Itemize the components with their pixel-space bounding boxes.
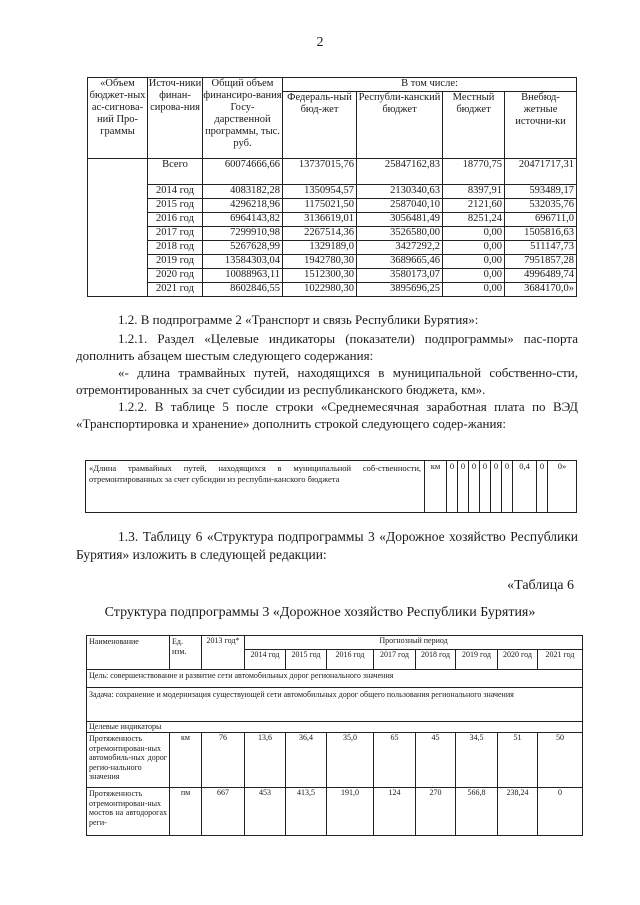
indicator-name: Протяженность отремонтирован-ных мостов на автодорогах реги- <box>87 788 170 836</box>
row-federal: 13737015,76 <box>283 159 357 185</box>
row-republican: 3526580,00 <box>357 227 443 241</box>
row-extrabudget: 696711,0 <box>505 213 577 227</box>
structure-table <box>86 635 583 836</box>
row-local: 8397,91 <box>443 185 505 199</box>
header-year: 2016 год <box>327 650 374 670</box>
indicator-unit: км <box>170 733 202 788</box>
tram-value: 0 <box>480 461 491 513</box>
indicator-value: 51 <box>498 733 538 788</box>
row-source: 2019 год <box>148 255 203 269</box>
row-extrabudget: 20471717,31 <box>505 159 577 185</box>
row-source: 2014 год <box>148 185 203 199</box>
header-year: 2019 год <box>456 650 498 670</box>
row-total: 5267628,99 <box>203 241 283 255</box>
row-republican: 3580173,07 <box>357 269 443 283</box>
header-year: 2015 год <box>286 650 327 670</box>
row-extrabudget: 1505816,63 <box>505 227 577 241</box>
header-republican: Республи-канский бюджет <box>357 92 443 159</box>
indicator-value: 191,0 <box>327 788 374 836</box>
row-total: 4296218,96 <box>203 199 283 213</box>
row-total: 13584303,04 <box>203 255 283 269</box>
tram-value: 0 <box>537 461 548 513</box>
row-republican: 3427292,2 <box>357 241 443 255</box>
task-row: Задача: сохранение и модернизация существующей сети автомобильных дорог общего пользования регионального значения <box>87 688 583 722</box>
indicator-value: 453 <box>245 788 286 836</box>
row-local: 0,00 <box>443 283 505 297</box>
row-federal: 2267514,36 <box>283 227 357 241</box>
tram-value: 0 <box>447 461 458 513</box>
row-local: 0,00 <box>443 241 505 255</box>
indicators-row: Целевые индикаторы <box>87 722 583 733</box>
row-source: 2017 год <box>148 227 203 241</box>
row-federal: 1512300,30 <box>283 269 357 283</box>
row-republican: 3895696,25 <box>357 283 443 297</box>
indicator-value: 124 <box>374 788 416 836</box>
indicator-value: 13,6 <box>245 733 286 788</box>
indicator-unit: пм <box>170 788 202 836</box>
row-source: 2018 год <box>148 241 203 255</box>
header-year: 2020 год <box>498 650 538 670</box>
row-total: 60074666,66 <box>203 159 283 185</box>
row-source: 2021 год <box>148 283 203 297</box>
header-year: 2014 год <box>245 650 286 670</box>
header-budget-volume: «Объем бюджет-ных ас-сигнова-ний Про-граммы <box>88 78 148 159</box>
indicator-2013: 667 <box>202 788 245 836</box>
indicator-value: 45 <box>416 733 456 788</box>
indicator-value: 34,5 <box>456 733 498 788</box>
tram-value: 0,4 <box>513 461 537 513</box>
header-including: В том числе: <box>283 78 577 92</box>
indicator-value: 0 <box>538 788 583 836</box>
row-total: 6964143,82 <box>203 213 283 227</box>
indicator-value: 36,4 <box>286 733 327 788</box>
tram-value: 0 <box>458 461 469 513</box>
indicator-value: 35,0 <box>327 733 374 788</box>
indicator-2013: 76 <box>202 733 245 788</box>
row-local: 0,00 <box>443 227 505 241</box>
row-federal: 1022980,30 <box>283 283 357 297</box>
budget-table <box>87 77 577 297</box>
row-republican: 25847162,83 <box>357 159 443 185</box>
row-local: 2121,60 <box>443 199 505 213</box>
row-local: 8251,24 <box>443 213 505 227</box>
table-title: Структура подпрограммы 3 «Дорожное хозяйство Республики Бурятия» <box>104 605 536 620</box>
row-total: 4083182,28 <box>203 185 283 199</box>
row-local: 0,00 <box>443 269 505 283</box>
row-federal: 1350954,57 <box>283 185 357 199</box>
header-year: 2017 год <box>374 650 416 670</box>
header-total: Общий объем финансиро-вания Госу-дарственной программы, тыс. руб. <box>203 78 283 159</box>
table-reference: «Таблица 6 <box>507 578 574 593</box>
indicator-value: 50 <box>538 733 583 788</box>
paragraph-quote: «- длина трамвайных путей, находящихся в муниципальной собственно-сти, отремонтированных за счет субсидии из республиканского бюджета, км». <box>76 365 578 397</box>
row-source: 2015 год <box>148 199 203 213</box>
header-forecast: Прогнозный период <box>245 636 583 650</box>
row-extrabudget: 593489,17 <box>505 185 577 199</box>
goal-row: Цель: совершенствование и развитие сети автомобильных дорог регионального значения <box>87 670 583 688</box>
indicator-name: Протяженность отремонтирован-ных автомобиль-ных дорог регио-нального значения <box>87 733 170 788</box>
row-local: 18770,75 <box>443 159 505 185</box>
empty-cell <box>88 159 148 297</box>
header-local: Местный бюджет <box>443 92 505 159</box>
header-extrabudget: Внебюд-жетные источни-ки <box>505 92 577 159</box>
paragraph-1-2: 1.2. В подпрограмме 2 «Транспорт и связь Республики Бурятия»: <box>118 312 479 327</box>
row-federal: 3136619,01 <box>283 213 357 227</box>
row-extrabudget: 511147,73 <box>505 241 577 255</box>
header-name: Наименование <box>87 636 170 670</box>
header-2013: 2013 год* <box>202 636 245 670</box>
tram-value: 0 <box>491 461 502 513</box>
page-number: 2 <box>316 35 324 50</box>
tram-value: 0» <box>548 461 577 513</box>
indicator-value: 413,5 <box>286 788 327 836</box>
tram-value: 0 <box>502 461 513 513</box>
indicator-value: 65 <box>374 733 416 788</box>
row-total: 7299910,98 <box>203 227 283 241</box>
header-federal: Федераль-ный бюд-жет <box>283 92 357 159</box>
row-source: Всего <box>148 159 203 185</box>
row-total: 8602846,55 <box>203 283 283 297</box>
row-source: 2020 год <box>148 269 203 283</box>
indicator-value: 566,8 <box>456 788 498 836</box>
header-year: 2021 год <box>538 650 583 670</box>
row-local: 0,00 <box>443 255 505 269</box>
paragraph-1-2-1: 1.2.1. Раздел «Целевые индикаторы (показатели) подпрограммы» пас-порта дополнить абзацем шестым следующего содержания: <box>76 331 578 363</box>
row-republican: 2587040,10 <box>357 199 443 213</box>
row-federal: 1175021,50 <box>283 199 357 213</box>
tram-row-table <box>85 460 577 513</box>
indicator-value: 238,24 <box>498 788 538 836</box>
row-extrabudget: 3684170,0» <box>505 283 577 297</box>
row-federal: 1329189,0 <box>283 241 357 255</box>
tram-unit: км <box>425 461 447 513</box>
row-republican: 3689665,46 <box>357 255 443 269</box>
tram-value: 0 <box>469 461 480 513</box>
row-republican: 2130340,63 <box>357 185 443 199</box>
paragraph-1-2-2: 1.2.2. В таблице 5 после строки «Среднемесячная заработная плата по ВЭД «Транспортировка и хранение» дополнить строкой следующего содер-жания: <box>76 399 578 431</box>
paragraph-1-3: 1.3. Таблицу 6 «Структура подпрограммы 3 «Дорожное хозяйство Республики Бурятия» изложить в следующей редакции: <box>76 529 578 562</box>
row-federal: 1942780,30 <box>283 255 357 269</box>
tram-description: «Длина трамвайных путей, находящихся в муниципальной соб-ственности, отремонтированных за счет субсидии из республи-канского бюджета <box>86 461 425 513</box>
row-source: 2016 год <box>148 213 203 227</box>
row-republican: 3056481,49 <box>357 213 443 227</box>
row-extrabudget: 532035,76 <box>505 199 577 213</box>
indicator-value: 270 <box>416 788 456 836</box>
row-total: 10088963,11 <box>203 269 283 283</box>
row-extrabudget: 7951857,28 <box>505 255 577 269</box>
header-unit: Ед. изм. <box>170 636 202 670</box>
header-sources: Источ-ники финан-сирова-ния <box>148 78 203 159</box>
row-extrabudget: 4996489,74 <box>505 269 577 283</box>
header-year: 2018 год <box>416 650 456 670</box>
